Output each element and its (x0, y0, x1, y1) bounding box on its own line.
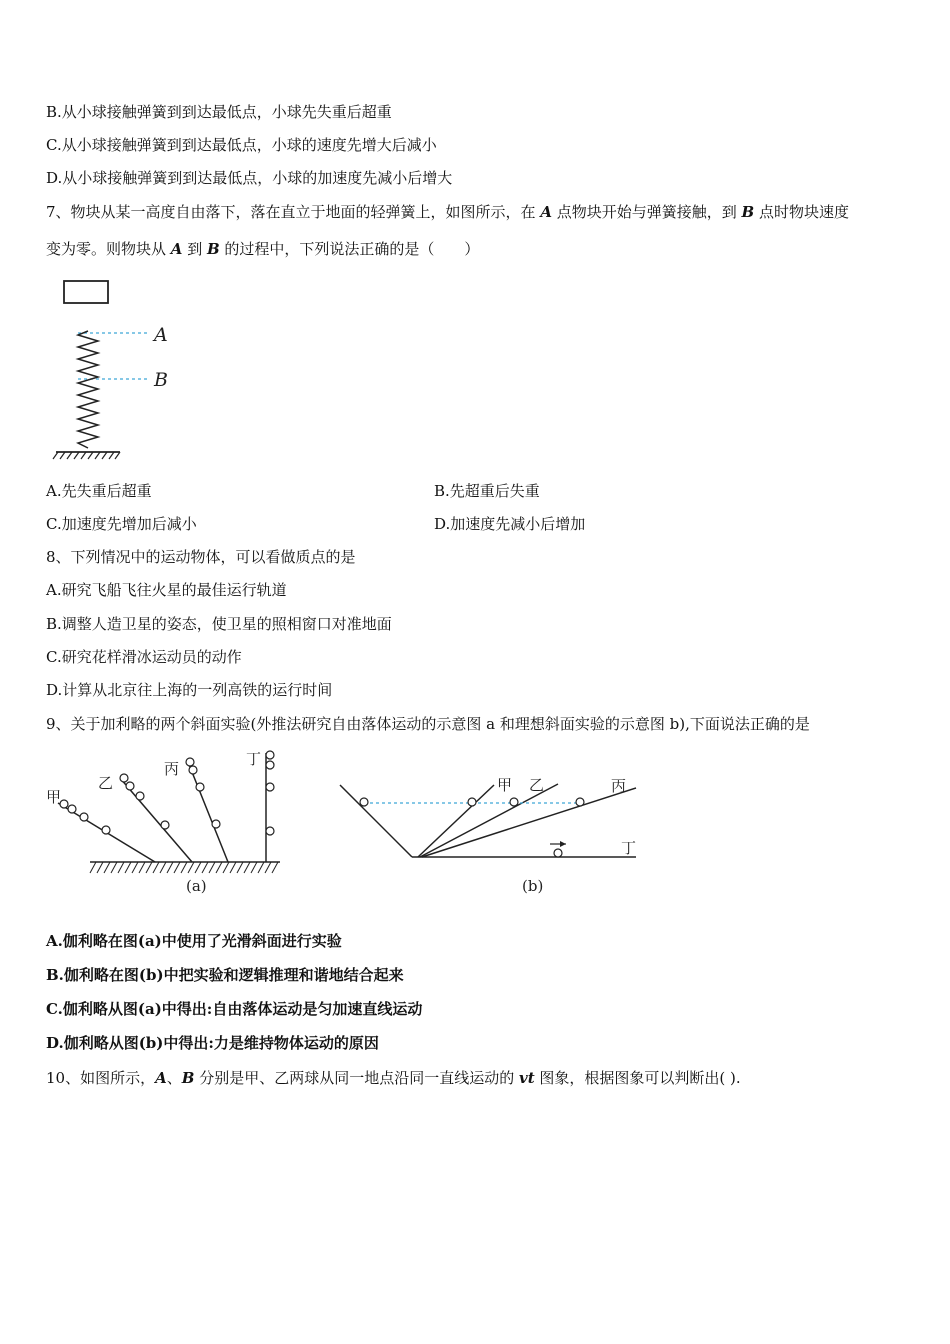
q9-figure-b (330, 765, 650, 897)
q7-stem-line1 (46, 202, 849, 222)
q10-var-vt: vt (518, 1069, 535, 1087)
q7-spring-figure (50, 276, 190, 466)
q9-option-c: C.伽利略从图(a)中得出:自由落体运动是匀加速直线运动 (46, 1000, 423, 1018)
q10-var-b: B (181, 1069, 195, 1087)
q8-stem: 8、下列情况中的运动物体，可以看做质点的是 (46, 548, 356, 566)
q7-var-a: A (170, 240, 183, 258)
q7-var-b: B (741, 203, 755, 221)
spring-shape (78, 331, 98, 448)
label-yi: 乙 (98, 774, 114, 792)
q10-text: 10、如图所示， (46, 1069, 156, 1087)
q10-text: 图象，根据图象可以判断出( ). (534, 1069, 741, 1087)
q7-text: 点时物块速度 (754, 203, 849, 221)
arrow-head-icon (560, 841, 566, 847)
block-shape (64, 281, 108, 303)
q7-option-a: A.先失重后超重 (46, 482, 152, 500)
caption-b: (b) (522, 877, 544, 895)
label-jia: 甲 (46, 788, 62, 806)
q8-option-c: C.研究花样滑冰运动员的动作 (46, 648, 242, 666)
ground-hatch (90, 862, 278, 873)
q7-option-c: C.加速度先增加后减小 (46, 515, 197, 533)
q6-option-b: B.从小球接触弹簧到到达最低点，小球先失重后超重 (46, 103, 392, 121)
q7-text: 7、物块从某一高度自由落下，落在直立于地面的轻弹簧上，如图所示，在 (46, 203, 541, 221)
incline-bing (188, 762, 228, 862)
q7-text: 到 (182, 240, 207, 258)
label-jia: 甲 (497, 776, 513, 794)
q6-option-c: C.从小球接触弹簧到到达最低点，小球的速度先增大后减小 (46, 136, 437, 154)
ground-hatch (53, 452, 120, 459)
label-b: B (154, 369, 168, 391)
q9-option-a: A.伽利略在图(a)中使用了光滑斜面进行实验 (46, 932, 342, 950)
q7-option-d: D.加速度先减小后增加 (434, 515, 586, 533)
caption-a: (a) (186, 877, 207, 895)
q10-text: 、 (166, 1069, 182, 1087)
q7-var-b: B (206, 240, 220, 258)
incline-yi (120, 778, 192, 862)
q7-text: 点物块开始与弹簧接触，到 (551, 203, 742, 221)
q7-option-b: B.先超重后失重 (434, 482, 540, 500)
q10-text: 分别是甲、乙两球从同一地点沿同一直线运动的 (194, 1069, 519, 1087)
label-bing: 丙 (611, 777, 627, 795)
q7-stem-line2 (46, 239, 479, 259)
q7-var-a: A (540, 203, 552, 221)
label-bing: 丙 (164, 760, 180, 778)
q9-figure-a (40, 745, 300, 897)
q8-option-b: B.调整人造卫星的姿态，使卫星的照相窗口对准地面 (46, 615, 392, 633)
label-ding: 丁 (246, 750, 262, 768)
label-a: A (154, 324, 168, 346)
q9-option-b: B.伽利略在图(b)中把实验和逻辑推理和谐地结合起来 (46, 966, 404, 984)
q6-option-d: D.从小球接触弹簧到到达最低点，小球的加速度先减小后增大 (46, 169, 453, 187)
q10-var-a: A (155, 1069, 167, 1087)
q8-option-a: A.研究飞船飞往火星的最佳运行轨道 (46, 581, 287, 599)
q10-stem (46, 1068, 741, 1088)
label-ding: 丁 (621, 839, 637, 857)
left-incline (340, 785, 412, 857)
q9-option-d: D.伽利略从图(b)中得出:力是维持物体运动的原因 (46, 1034, 379, 1052)
q8-option-d: D.计算从北京往上海的一列高铁的运行时间 (46, 681, 333, 699)
q7-text: 变为零。则物块从 (46, 240, 171, 258)
label-yi: 乙 (529, 776, 545, 794)
q7-text: 的过程中，下列说法正确的是（ ） (219, 240, 480, 258)
q9-stem: 9、关于加利略的两个斜面实验(外推法研究自由落体运动的示意图 a 和理想斜面实验的示意图 b),下面说法正确的是 (46, 715, 810, 733)
